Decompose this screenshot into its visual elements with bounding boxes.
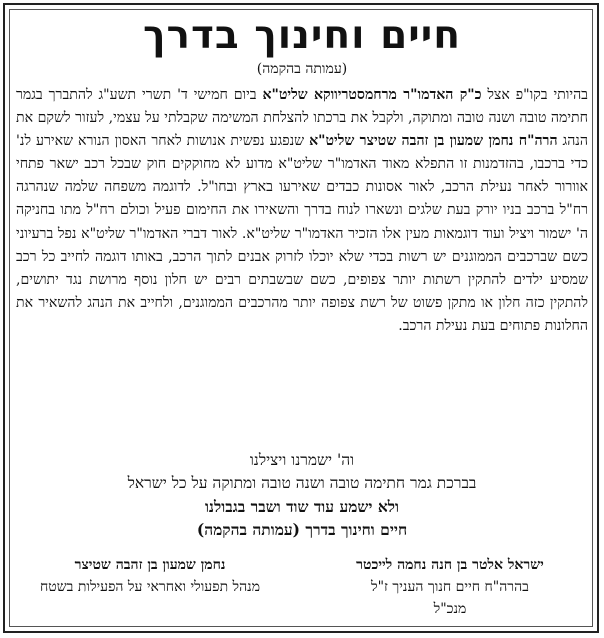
rebbe-name: כ"ק האדמו"ר מרחמסטריווקא שליט"א	[262, 87, 482, 103]
signer-title: מנהל תפעולי ואחראי על הפעילות בשטח	[39, 579, 261, 595]
signature-right	[310, 554, 590, 620]
closing-line: בברכת גמר חתימה טובה ושנה טובה ומתוקה על כל ישראל	[127, 474, 477, 492]
closing-block	[0, 449, 604, 541]
organization-name: חיים וחינוך בדרך (עמותה בהקמה)	[196, 520, 408, 539]
signer-name: נחמן שמעון בן זהבה שטיצר	[74, 557, 226, 573]
closing-line: ולא ישמע עוד שוד ושבר בגבולנו	[204, 497, 400, 516]
signature-left	[10, 554, 290, 598]
signer-name: ישראל אלטר בן חנה נחמה לייכטר	[356, 557, 544, 573]
signer-detail: בהרה"ח חיים חנוך העניך ז"ל	[371, 579, 529, 595]
body-segment: ביום חמישי ד' תשרי תשע"ג להתברך בגמר חתימה טובה ושנה טובה ומתוקה, ולקבל את ברכתו להצלחת המשימה שקבלתי על עצמי, לעזור לשקם את הנהג	[16, 87, 588, 150]
driver-name: הרה"ח נחמן שמעון בן זהבה שטיצר שליט"א	[309, 133, 558, 150]
body-segment: שנפגע נפשית אנושות לאחר האסון הנורא שאירע לנ' כדי ברכבו, בהזדמנות זו התפלא מאוד האדמו"ר שליט"א מדוע לא מחוקקים חוק שבכל רכב ישאר פתחי אוורור לאחר נעילת הרכב, לאור אסונות כבדים שאירעו בארץ ובחו"ל. לדוגמה משפחה שלמה שנהרגה רח"ל ברכב בניו יורק בעת שלגים ונשארו לנוח בדרך והשאירו את החימום פעיל וכולם רח"ל מתו בחניקה ה' ישמור ויציל ועוד דוגמאות מעין אלו הזכיר האדמו"ר שליט"א. לאור דברי האדמו"ר שליט"א נפל ברעיוני כשם שברכבים הממוגנים יש רשות בכדי שלא יוכלו לזרוק אבנים לתוך הרכב, באותו דוגמה לחייב כל רכב שמסיע ילדים להתקין רשתות יותר צפופים, כשם שבשבתים רבים יש חלון נוסף מרושת נגד יתושים, להתקין כזה חלון או מתקן פשוט של רשת צפופה יותר מהרכבים הממוגנים, ולחייב את הנהג להשאיר את החלונות פתוחים בעת נעילת הרכב.	[16, 133, 588, 334]
signer-title: מנכ"ל	[433, 601, 467, 617]
page-title: חיים וחינוך בדרך	[142, 13, 462, 58]
closing-line: וה' ישמרנו ויצילנו	[249, 451, 355, 469]
body-segment: בהיותי בקו"פ אצל	[481, 87, 588, 103]
subtitle: (עמותה בהקמה)	[256, 61, 348, 77]
body-paragraph	[16, 84, 588, 338]
